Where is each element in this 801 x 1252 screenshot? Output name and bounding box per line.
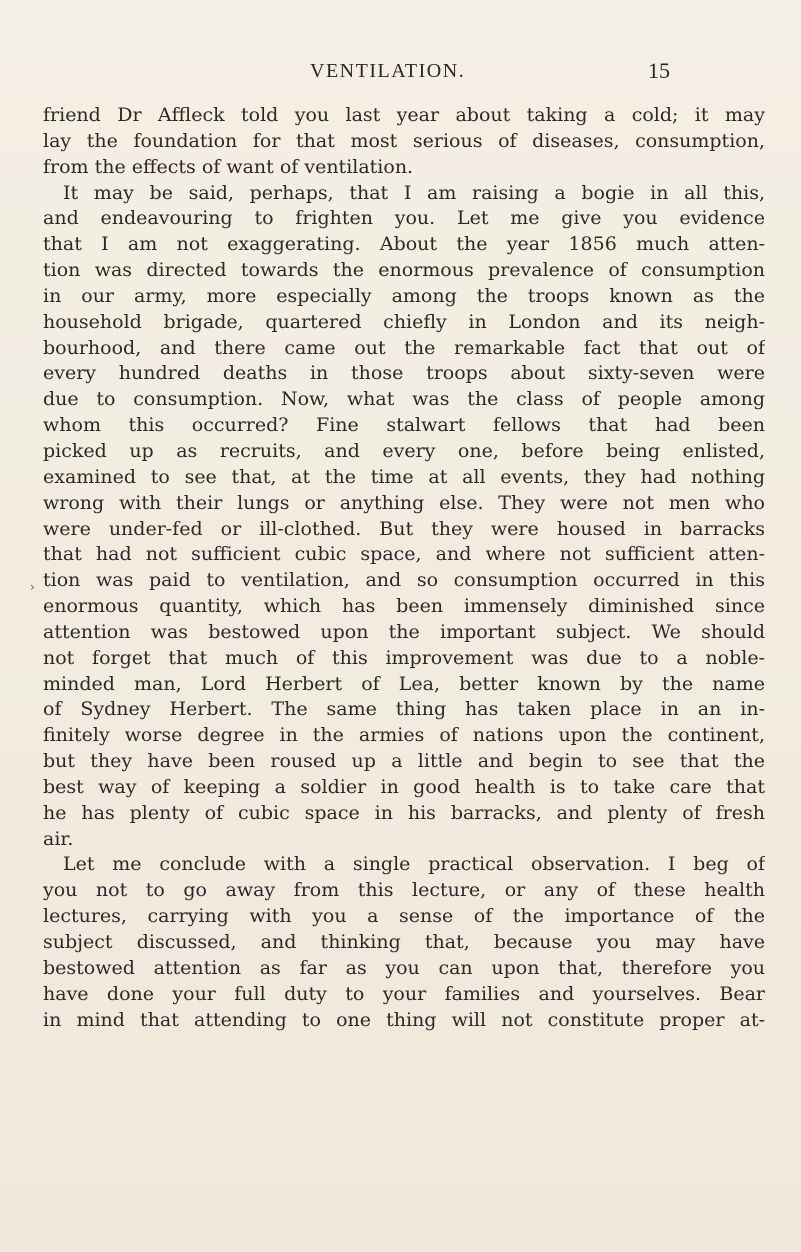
text-line: of Sydney Herbert. The same thing has taken place in an in- (43, 698, 765, 721)
text-line: but they have been roused up a little and begin to see that the (43, 750, 765, 773)
text-line: in our army, more especially among the troops known as the (43, 284, 765, 307)
text-line: tion was directed towards the enormous prevalence of consumption (43, 259, 765, 282)
text-line: you not to go away from this lecture, or any of these health (43, 879, 765, 902)
text-line: that had not sufficient cubic space, and where not sufficient atten- (43, 543, 765, 566)
text-line: finitely worse degree in the armies of nations upon the continent, (43, 724, 765, 747)
page-number: 15 (648, 58, 670, 83)
body-text (43, 103, 765, 1033)
text-line: Let me conclude with a single practical observation. I beg of (63, 853, 765, 876)
text-line: were under-fed or ill-clothed. But they were housed in barracks (43, 517, 765, 540)
text-line: examined to see that, at the time at all events, they had nothing (43, 465, 765, 488)
text-line: from the effects of want of ventilation. (43, 155, 414, 178)
text-line: wrong with their lungs or anything else. They were not men who (43, 491, 765, 514)
text-line: It may be said, perhaps, that I am raising a bogie in all this, (63, 181, 765, 204)
text-line: bestowed attention as far as you can upon that, therefore you (43, 956, 765, 979)
text-line: lay the foundation for that most serious of diseases, consumption, (43, 129, 765, 152)
text-line: that I am not exaggerating. About the year 1856 much atten- (43, 233, 765, 256)
text-line: due to consumption. Now, what was the class of people among (43, 388, 765, 411)
text-line: air. (43, 827, 74, 850)
text-line: bourhood, and there came out the remarkable fact that out of (43, 336, 765, 359)
text-line: tion was paid to ventilation, and so consumption occurred in this (43, 569, 765, 592)
text-line: and endeavouring to frighten you. Let me give you evidence (43, 207, 765, 230)
text-line: whom this occurred? Fine stalwart fellows that had been (43, 414, 765, 437)
text-line: picked up as recruits, and every one, before being enlisted, (43, 439, 765, 462)
text-line: subject discussed, and thinking that, because you may have (43, 931, 765, 953)
text-line: household brigade, quartered chiefly in London and its neigh- (43, 310, 765, 333)
text-line: have done your full duty to your families and yourselves. Bear (43, 982, 765, 1005)
text-line: best way of keeping a soldier in good health is to take care that (43, 775, 765, 798)
text-line: in mind that attending to one thing will not constitute proper at- (43, 1008, 765, 1031)
running-head: VENTILATION. (310, 60, 466, 82)
margin-mark: › (30, 580, 35, 594)
text-line: enormous quantity, which has been immensely diminished since (43, 595, 765, 618)
text-line: attention was bestowed upon the important subject. We should (43, 620, 765, 643)
text-line: lectures, carrying with you a sense of the importance of the (43, 905, 765, 928)
text-line: not forget that much of this improvement was due to a noble- (43, 646, 765, 669)
text-line: minded man, Lord Herbert of Lea, better known by the name (43, 672, 765, 695)
text-line: friend Dr Affleck told you last year about taking a cold; it may (43, 104, 765, 126)
text-line: he has plenty of cubic space in his barracks, and plenty of fresh (43, 801, 765, 824)
text-line: every hundred deaths in those troops about sixty-seven were (43, 362, 765, 385)
